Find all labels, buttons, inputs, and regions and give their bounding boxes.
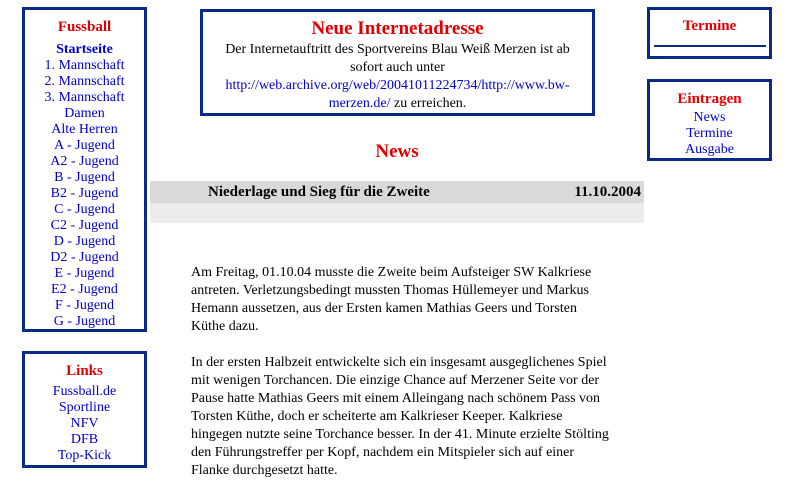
sidebar-item-b-jugend[interactable]: B - Jugend [54, 170, 115, 185]
eintragen-box [647, 79, 772, 161]
link-sportline[interactable]: Sportline [58, 400, 111, 415]
notice-text [211, 41, 584, 113]
article-title: Niederlage und Sieg für die Zweite [208, 184, 430, 200]
sidebar-title: Fussball [57, 19, 112, 35]
sidebar-item-g-jugend[interactable]: G - Jugend [53, 314, 116, 329]
links-title: Links [66, 363, 103, 379]
link-dfb[interactable]: DFB [70, 432, 99, 447]
sidebar-item-a-jugend[interactable]: A - Jugend [54, 138, 115, 153]
notice-link[interactable]: http://web.archive.org/web/20041011224734/http://www.bw-merzen.de/ [225, 78, 570, 111]
sidebar-item-1-mannschaft[interactable]: 1. Mannschaft [44, 58, 125, 73]
article-paragraph: Am Freitag, 01.10.04 musste die Zweite beim Aufsteiger SW Kalkriese antreten. Verletzungsbedingt mussten Thomas Hüllemeyer und Markus Hemann aussetzen, aus der Ersten kamen Mathias Geers und Torsten Küthe dazu. [191, 265, 592, 334]
sidebar-item-f-jugend[interactable]: F - Jugend [54, 298, 115, 313]
article-body [191, 264, 611, 498]
news-heading: News [375, 141, 419, 162]
sidebar-item-d2-jugend[interactable]: D2 - Jugend [50, 250, 119, 265]
sidebar-item-e2-jugend[interactable]: E2 - Jugend [51, 282, 118, 297]
notice-text-after: zu erreichen. [394, 96, 467, 111]
sidebar-item-c2-jugend[interactable]: C2 - Jugend [50, 218, 119, 233]
sidebar-nav [22, 7, 147, 332]
eintragen-termine-link[interactable]: Termine [686, 126, 733, 141]
sidebar-item-e-jugend[interactable]: E - Jugend [54, 266, 115, 281]
link-nfv[interactable]: NFV [70, 416, 99, 431]
article-subheader-bar [150, 203, 644, 223]
termine-title: Termine [682, 18, 737, 34]
sidebar-item-alte-herren[interactable]: Alte Herren [51, 122, 118, 137]
notice-title: Neue Internetadresse [311, 18, 484, 39]
link-top-kick[interactable]: Top-Kick [57, 448, 112, 463]
termine-divider [654, 45, 766, 47]
links-box [22, 351, 147, 468]
sidebar-item-a2-jugend[interactable]: A2 - Jugend [50, 154, 119, 169]
link-fussball-de[interactable]: Fussball.de [52, 384, 117, 399]
article-header [150, 181, 644, 203]
eintragen-title: Eintragen [677, 91, 742, 107]
eintragen-ausgabe-link[interactable]: Ausgabe [685, 142, 734, 157]
article-date: 11.10.2004 [574, 184, 641, 200]
notice-text-before: Der Internetauftritt des Sportvereins Blau Weiß Merzen ist ab sofort auch unter [225, 42, 570, 75]
sidebar-item-2-mannschaft[interactable]: 2. Mannschaft [44, 74, 125, 89]
sidebar-item-d-jugend[interactable]: D - Jugend [53, 234, 116, 249]
sidebar-item-b2-jugend[interactable]: B2 - Jugend [50, 186, 119, 201]
notice-box [200, 9, 595, 116]
sidebar-item-3-mannschaft[interactable]: 3. Mannschaft [44, 90, 125, 105]
termine-box [647, 7, 772, 59]
sidebar-item-c-jugend[interactable]: C - Jugend [54, 202, 115, 217]
sidebar-item-damen[interactable]: Damen [64, 106, 105, 121]
sidebar-item-startseite[interactable]: Startseite [56, 42, 113, 57]
eintragen-news-link[interactable]: News [693, 110, 726, 125]
article-paragraph: In der ersten Halbzeit entwickelte sich ein insgesamt ausgeglichenes Spiel mit wenigen Torchancen. Die einzige Chance auf Merzener Seite vor der Pause hatte Mathias Geers mit einem Alleingang nach schönem Pass von Torsten Küthe, doch er scheiterte am Kalkrieser Keeper. Kalkriese hingegen nutzte seine Torchance besser. In der 41. Minute erzielte Stölting den Führungstreffer per Kopf, nachdem ein Mitspieler sich auf einer Flanke durchgesetzt hatte. [191, 355, 609, 478]
